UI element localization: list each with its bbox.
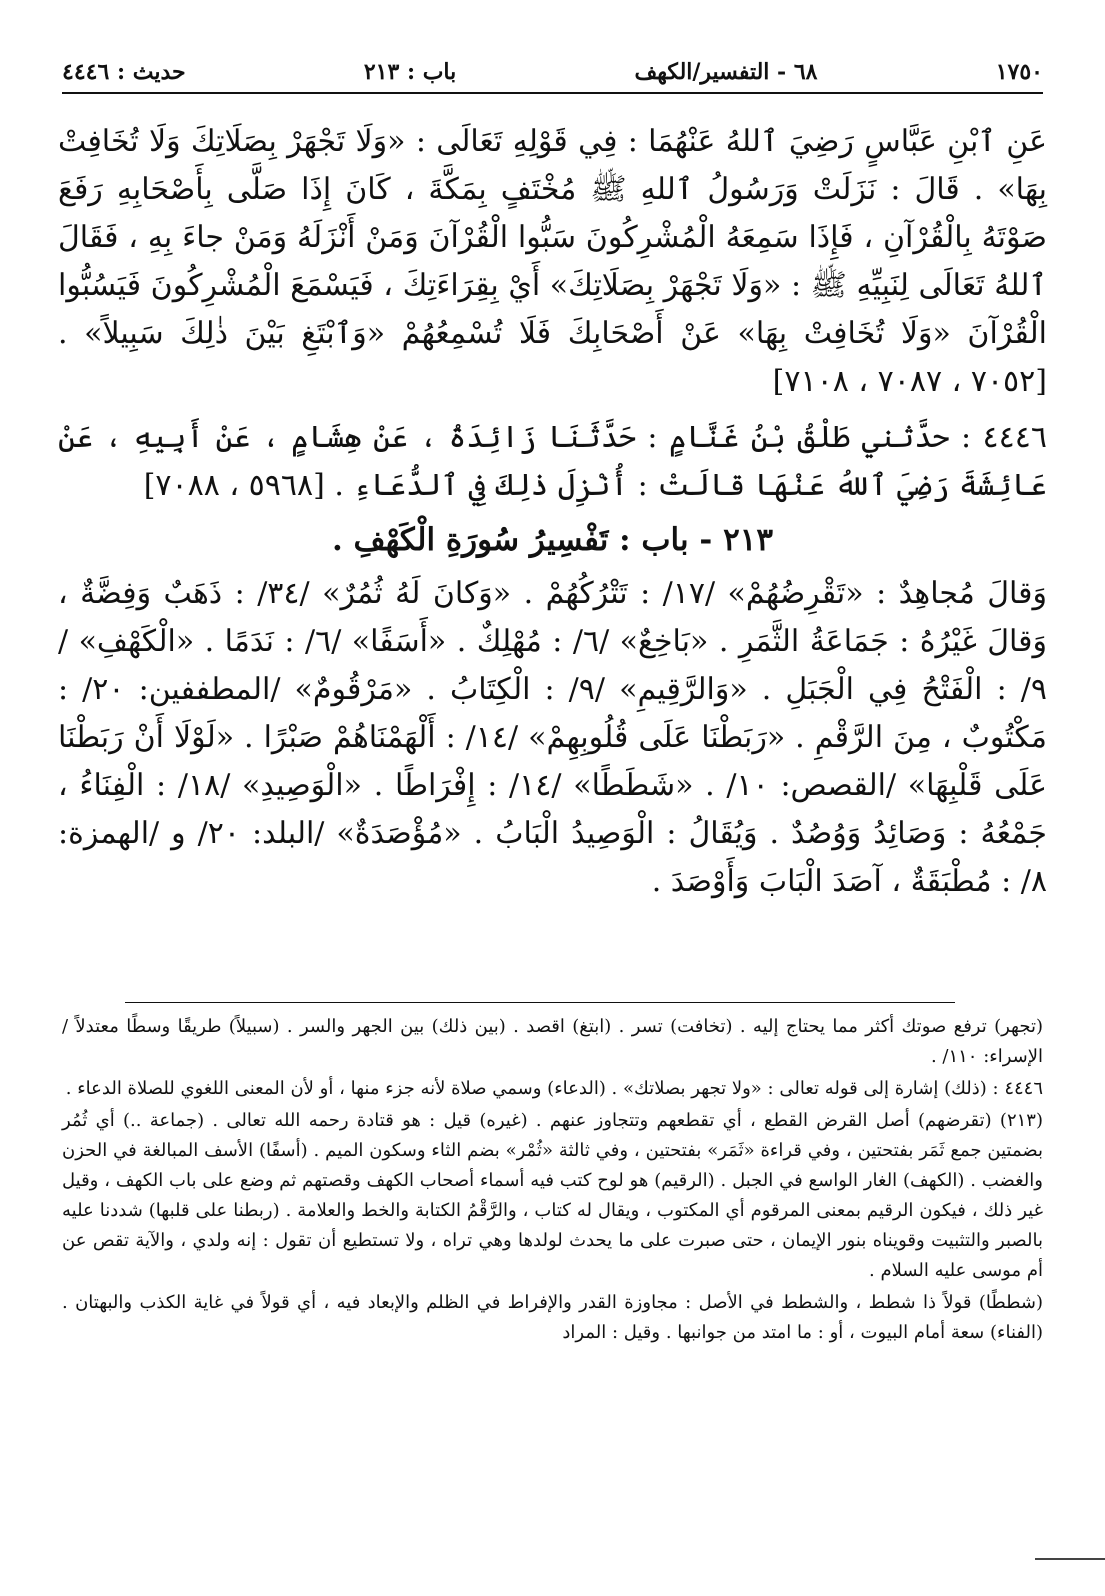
book-section: ٦٨ - التفسير/الكهف <box>634 59 818 85</box>
bab-title: ٢١٣ - باب : تَفْسِيرُ سُورَةِ الْكَهْفِ . <box>331 522 774 558</box>
hadith-4445-text: عَنِ ٱبْنِ عَبَّاسٍ رَضِيَ ٱللهُ عَنْهُمَا : فِي قَوْلِهِ تَعَالَى : «وَلَا تَجْهَرْ بِصَلَاتِكَ وَلَا تُخَافِتْ بِهَا» . قَالَ : نَزَلَتْ وَرَسُولُ ٱللهِ ﷺ مُخْتَفٍ بِمَكَّةَ ، كَانَ إِذَا صَلَّى بِأَصْحَابِهِ رَفَعَ صَوْتَهُ بِالْقُرْآنِ ، فَإِذَا سَمِعَهُ الْمُشْرِكُونَ سَبُّوا الْقُرْآنَ وَمَنْ أَنْزَلَهُ وَمَنْ جاءَ بِهِ ، فَقَالَ ٱللهُ تَعَالَى لِنَبِيِّهِ ﷺ : «وَلَا تَجْهَرْ بِصَلَاتِكَ» أَيْ بِقِرَاءَتِكَ ، فَيَسْمَعَ الْمُشْرِكُونَ فَيَسُبُّوا الْقُرْآنَ «وَلَا تُخَافِتْ بِهَا» عَنْ أَصْحَابِكَ فَلَا تُسْمِعُهُمْ «وَٱبْتَغِ بَيْنَ ذٰلِكَ سَبِيلاً» . [٧٠٥٢ ، ٧٠٨٧ ، ٧١٠٨] <box>58 124 1047 399</box>
page-number: ١٧٥٠ <box>995 59 1043 85</box>
hadith-ref: حديث : ٤٤٤٦ <box>62 59 186 85</box>
footnote-2: ٤٤٤٦ : (ذلك) إشارة إلى قوله تعالى : «ولا تجهر بصلاتك» . (الدعاء) وسمي صلاة لأنه جزء منها ، أو لأن المعنى اللغوي للصلاة الدعاء . <box>65 1078 1043 1099</box>
footnote-3: (٢١٣) (تقرضهم) أصل القرض القطع ، أي تقطعهم وتتجاوز عنهم . (غيره) قيل : هو قتادة رحمه الله تعالى . (جماعة ..) أي ثُمُر بضمتين جمع ثَمَر بفتحتين ، وفي قراءة «ثَمَر» بفتحتين ، وفي ثالثة «ثُمْر» بضم الثاء وسكون الميم . (أسفًا) الأسف المبالغة في الحزن والغضب . (الكهف) الغار الواسع في الجبل . (الرقيم) هو لوح كتب فيه أسماء أصحاب الكهف وقصتهم ثم وضع على باب الكهف ، وقيل غير ذلك ، فيكون الرقيم بمعنى المرقوم أي المكتوب ، ويقال له كتاب ، والرَّقْمُ الكتابة والخط والعلامة . (ربطنا على قلبها) شددنا عليه بالصبر والتثبيت وقويناه بنور الإيمان ، حتى صبرت على ما يحدث لولدها وهي تراه ، ولا تستطيع أن تقول : إنه ولدي ، والآية تقص عن أم موسى عليه السلام . <box>62 1110 1043 1281</box>
footnote-1: (تجهر) ترفع صوتك أكثر مما يحتاج إليه . (تخافت) تسر . (ابتغ) اقصد . (بين ذلك) بين الجهر والسر . (سبيلاً) طريقًا وسطًا معتدلاً /الإسراء: ١١٠/ . <box>62 1016 1043 1067</box>
chapter-ref: باب : ٢١٣ <box>363 59 457 85</box>
mujahid-commentary: وَقالَ مُجاهِدٌ : «تَقْرِضُهُمْ» /١٧/ : تَتْرُكُهُمْ . «وَكانَ لَهُ ثُمُرٌ» /٣٤/ : ذَهَبٌ وَفِضَّةٌ ، وَقالَ غَيْرُهُ : جَمَاعَةُ الثَّمَرِ . «بَاخِعٌ» /٦/ : مُهْلِكٌ . «أَسَفًا» /٦/ : نَدَمًا . «الْكَهْفِ» /٩/ : الْفَتْحُ فِي الْجَبَلِ . «وَالرَّقِيمِ» /٩/ : الْكِتَابُ . «مَرْقُومٌ» /المطففين: ٢٠/ : مَكْتُوبٌ ، مِنَ الرَّقْمِ . «رَبَطْنَا عَلَى قُلُوبِهِمْ» /١٤/ : أَلْهَمْنَاهُمْ صَبْرًا . «لَوْلَا أَنْ رَبَطْنَا عَلَى قَلْبِهَا» /القصص: ١٠/ . «شَطَطًا» /١٤/ : إِفْرَاطًا . «الْوَصِيدِ» /١٨/ : الْفِنَاءُ ، جَمْعُهُ : وَصَائِدُ وَوُصُدٌ . وَيُقَالُ : الْوَصِيدُ الْبَابُ . «مُؤْصَدَةٌ» /البلد: ٢٠/ و /الهمزة: ٨/ : مُطْبَقَةٌ ، آصَدَ الْبَابَ وَأَوْصَدَ . <box>58 576 1048 899</box>
main-text <box>58 118 1047 906</box>
footnote-4: (شططًا) قولاً ذا شطط ، والشطط في الأصل : مجاوزة القدر والإفراط في الظلم والإبعاد فيه ، أي قولاً في غاية الكذب والبهتان . (الفناء) سعة أمام البيوت ، أو : ما امتد من جوانبها . وقيل : المراد <box>62 1292 1043 1343</box>
hadith-4446-text: ٤٤٤٦ : حدَّثني طَلْقُ بْنُ غَنَّامٍ : حَدَّثَنَا زَائِدَةُ ، عَنْ هِشَامٍ ، عَنْ أَبِيهِ ، عَنْ عَائِشَةَ رَضِيَ ٱللهُ عَنْهَا قالَتْ : أُنْزِلَ ذٰلِكَ فِي ٱلدُّعَاءِ . [٥٩٦٨ ، ٧٠٨٨] <box>58 420 1047 503</box>
footnotes <box>62 1012 1043 1350</box>
page-edge-mark <box>1035 1558 1105 1560</box>
footnote-separator <box>125 1002 955 1003</box>
page-header <box>62 52 1043 94</box>
